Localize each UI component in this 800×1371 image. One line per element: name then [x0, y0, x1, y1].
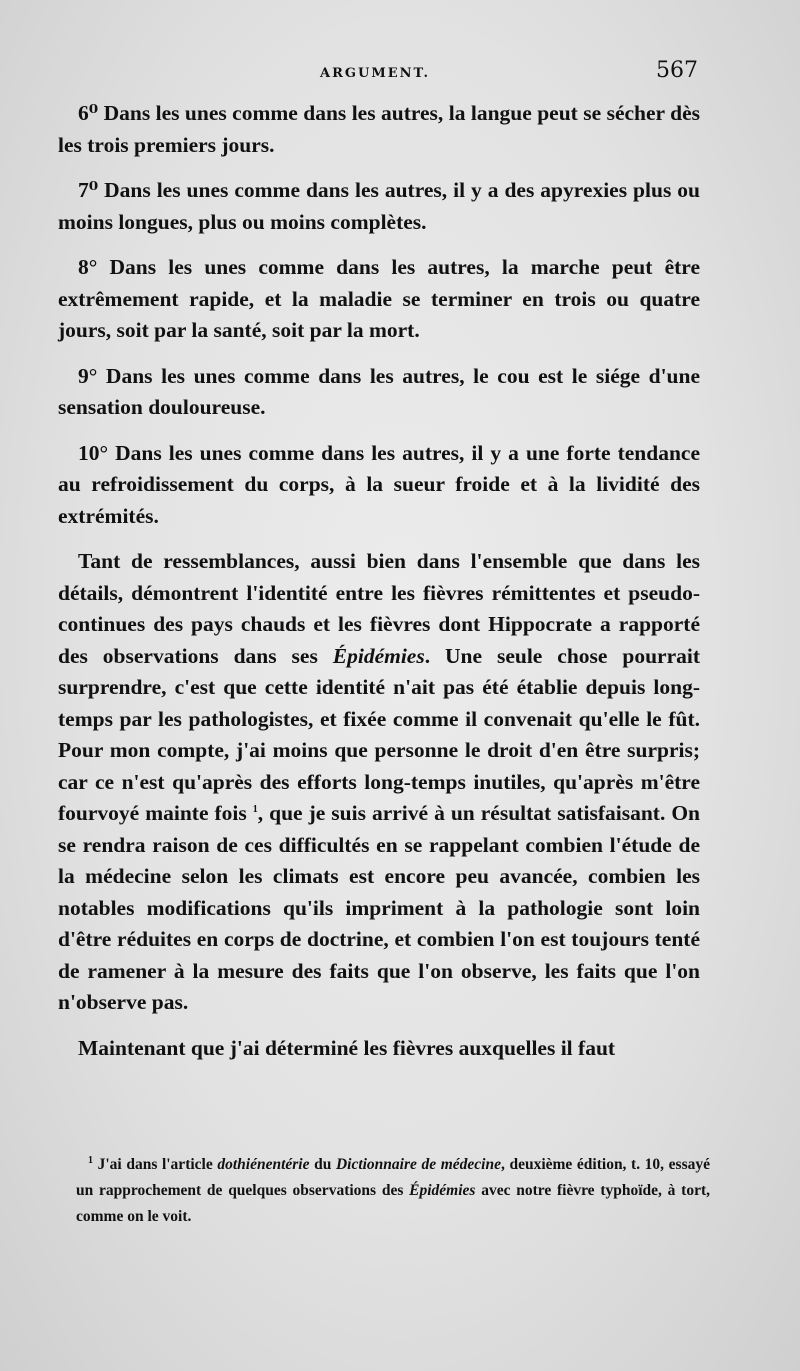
footnote-text-c: , deuxième édition, t. 10, essayé un rapprochement de quelques observations des: [76, 1156, 710, 1199]
footnote-text-a: J'ai dans l'article: [93, 1156, 218, 1173]
paragraph-6: 6⁰ Dans les unes comme dans les autres, la langue peut se sécher dès les trois premiers jours.: [58, 101, 700, 157]
paragraph-8: 8° Dans les unes comme dans les autres, la marche peut être extrêmement rapide, et la maladie se terminer en trois ou quatre jours, soit par la santé, soit par la mort.: [58, 255, 700, 342]
paragraph-argument: [58, 546, 700, 1019]
paragraph-argument-text-b: . Une seule chose pourrait surprendre, c'est que cette identité n'ait pas été établie depuis long-temps par les pathologistes, et fixée comme il convenait qu'elle le fût. Pour mon compte, j'ai moins que personne le droit d'en être surpris; car ce n'est qu'après des efforts long-temps inutiles, qu'après m'être fourvoyé mainte fois: [58, 643, 700, 825]
paragraph-10: 10° Dans les unes comme dans les autres, il y a une forte tendance au refroidissement du corps, à la sueur froide et à la lividité des extrémités.: [58, 440, 700, 528]
paragraph-continuation: Maintenant que j'ai déterminé les fièvres auxquelles il faut: [78, 1035, 616, 1060]
footnote-text-b: du: [309, 1156, 336, 1173]
paragraph-9: 9° Dans les unes comme dans les autres, le cou est le siége d'une sensation douloureuse.: [58, 363, 700, 419]
footnote-text-d: avec notre fièvre typhoïde, à tort, comme on le voit.: [76, 1182, 711, 1225]
paragraph-argument-text-a: Tant de ressemblances, aussi bien dans l'ensemble que dans les détails, démontrent l'identité entre les fièvres rémittentes et pseudo-continues des pays chauds et les fièvres dont Hippocrate a rapporté des observations dans ses: [58, 549, 700, 668]
epidemies-title: Épidémies: [332, 643, 425, 668]
footnote: [76, 1152, 710, 1230]
paragraph-7: 7⁰ Dans les unes comme dans les autres, il y a des apyrexies plus ou moins longues, plus ou moins complètes.: [58, 178, 700, 234]
page-number: 567: [656, 58, 698, 83]
footnote-italic-article: dothiénentérie: [217, 1156, 310, 1173]
body-text: [58, 98, 700, 1064]
footnote-italic-dictionary: Dictionnaire de médecine: [335, 1156, 501, 1173]
footnote-italic-epidemies: Épidémies: [409, 1182, 476, 1199]
footnote-reference[interactable]: 1: [252, 803, 258, 815]
footnote-marker: 1: [88, 1154, 93, 1166]
running-head: ARGUMENT.: [320, 66, 431, 81]
page-header: [58, 58, 698, 88]
paragraph-argument-text-c: , que je suis arrivé à un résultat satisfaisant. On se rendra raison de ces difficultés en se rappelant combien l'étude de la médecine selon les climats est encore peu avancée, combien les notables modifications qu'ils impriment à la pathologie sont loin d'être réduites en corps de doctrine, et combien l'on est toujours tenté de ramener à la mesure des faits que l'on observe, les faits que l'on n'observe pas.: [58, 801, 700, 1014]
